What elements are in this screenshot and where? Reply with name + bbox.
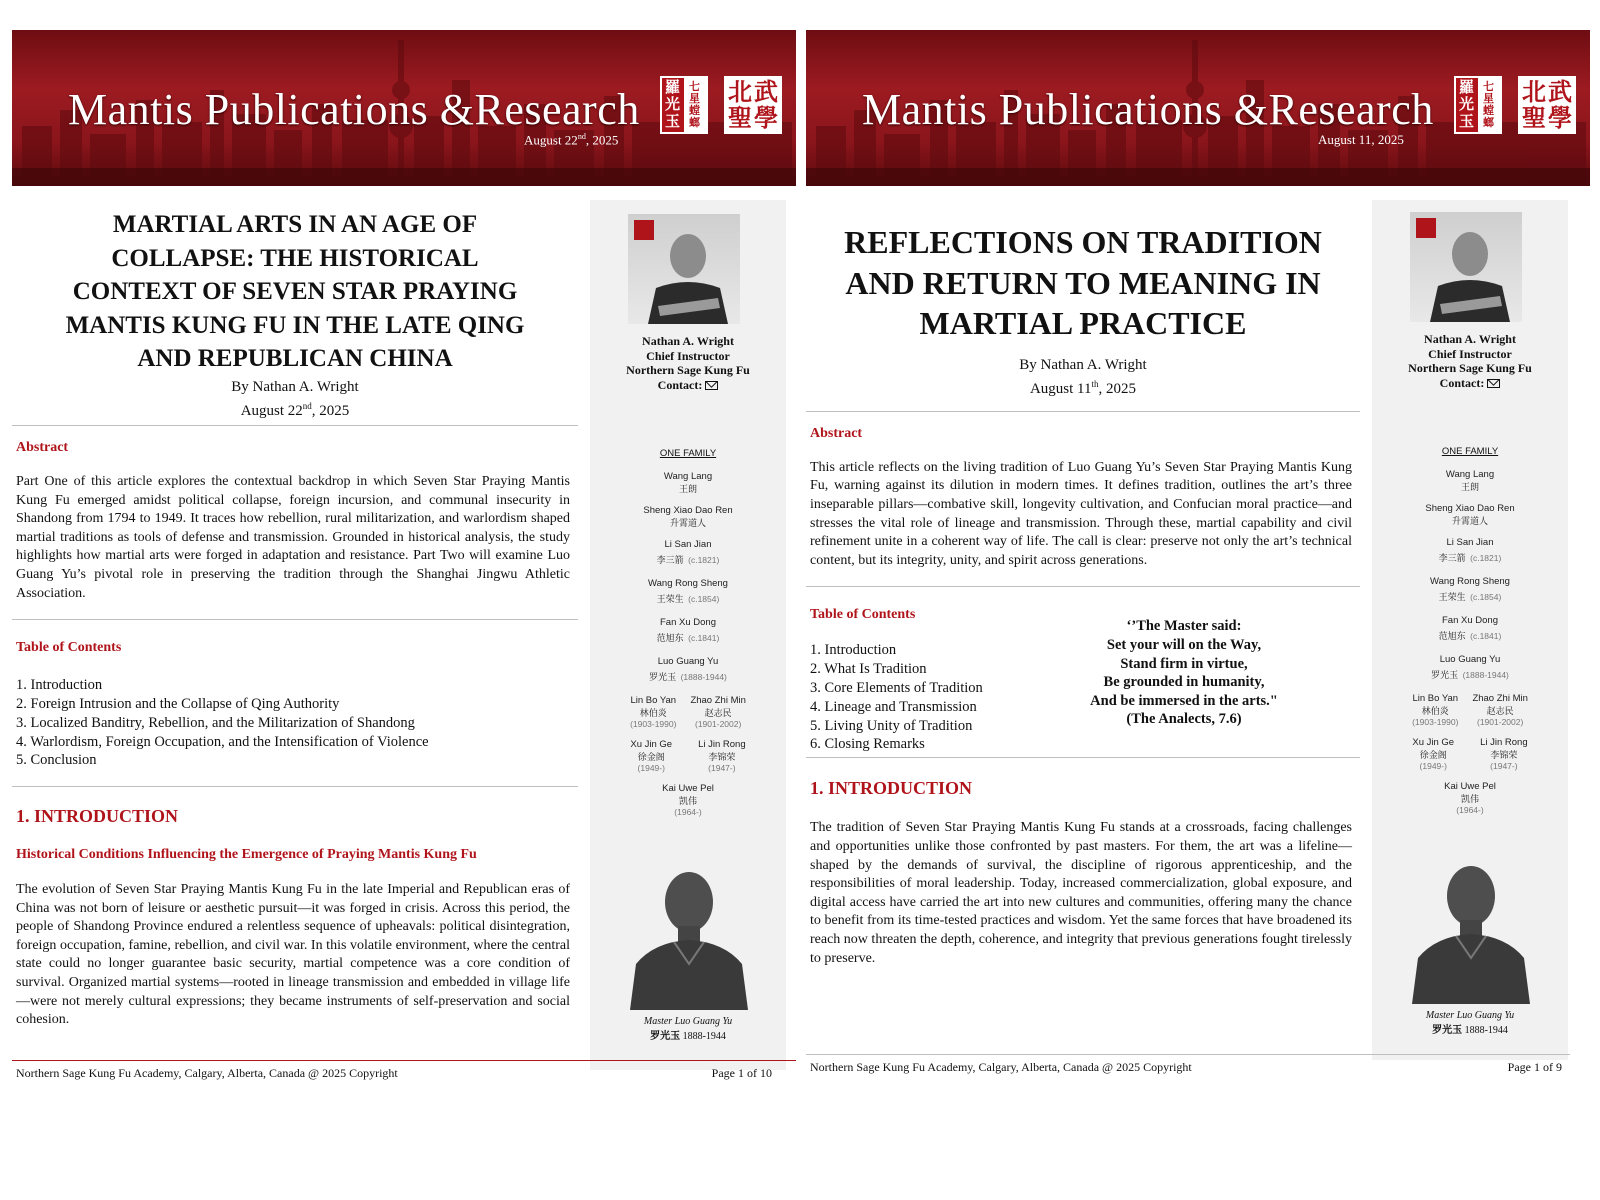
- lineage-cn: 李三箭: [656, 556, 684, 566]
- lineage-entry: [590, 578, 786, 607]
- lineage-entry: [1472, 693, 1527, 727]
- lineage-entry: [590, 505, 786, 529]
- author-role: Chief Instructor: [646, 348, 730, 363]
- date-sup: th: [1091, 378, 1099, 389]
- toc-item[interactable]: 4. Warlordism, Foreign Occupation, and the Intensification of Violence: [16, 733, 429, 750]
- one-family-label: ONE FAMILY: [1441, 446, 1499, 457]
- divider: [806, 411, 1360, 412]
- toc-item[interactable]: 1. Introduction: [810, 642, 897, 659]
- lineage-name: Li San Jian: [1446, 537, 1494, 548]
- analects-quote: [1060, 617, 1308, 729]
- master-years: 1888-1944: [682, 1031, 726, 1042]
- lineage-entry: [1412, 693, 1458, 727]
- divider: [12, 619, 578, 620]
- master-caption-block: [1372, 1010, 1568, 1036]
- banner-title: Mantis Publications &Research: [862, 85, 1434, 134]
- lineage-name: Fan Xu Dong: [660, 617, 716, 628]
- quote-line: Stand firm in virtue,: [1120, 655, 1248, 672]
- divider: [806, 586, 1360, 587]
- seal-char: 武: [754, 78, 778, 106]
- master-years: 1888-1944: [1464, 1025, 1508, 1036]
- lineage-cn: 赵志民: [704, 709, 732, 719]
- lineage-cn: 罗光玉: [649, 673, 677, 683]
- master-caption: Master Luo Guang Yu: [1425, 1010, 1515, 1021]
- master-cn: 罗光玉: [650, 1031, 681, 1042]
- toc-item[interactable]: 2. Foreign Intrusion and the Collapse of Qing Authority: [16, 695, 340, 712]
- author-name: Nathan A. Wright: [1424, 332, 1516, 346]
- lineage-cn: 李锦荣: [1490, 751, 1518, 761]
- lineage-dates: (c.1821): [1470, 553, 1502, 563]
- banner-date-main: August 22: [524, 132, 578, 148]
- publish-date: [806, 375, 1360, 399]
- seal-char: 七: [689, 80, 700, 93]
- lineage-cn: 林伯炎: [1421, 707, 1449, 717]
- page-title: [12, 200, 578, 376]
- lineage-name: Wang Lang: [663, 471, 713, 482]
- lineage-cn: 李三箭: [1438, 554, 1466, 564]
- footer-divider: [806, 1054, 1570, 1055]
- lineage-entry: [590, 539, 786, 568]
- lineage-dates: (c.1854): [688, 594, 720, 604]
- lineage-name: Fan Xu Dong: [1442, 615, 1498, 626]
- lineage-entry: [630, 739, 672, 773]
- seal-char: 七: [1483, 80, 1494, 93]
- document-page-2: [806, 14, 1590, 1114]
- lineage-dates: (1949-): [637, 763, 665, 773]
- intro-text: The tradition of Seven Star Praying Mantis Kung Fu stands at a crossroads, facing challenges and opportunities unlike those confronted by past masters. For them, the art was a lifeline—shaped by the demands of survival, the discipline of rigorous apprenticeship, and the responsibilities of moral leadership. Today, increased commercialization, global exposure, and digital access have carried the art into new cultures and communities, offering many the chance to benefit from its time-tested practices and wisdom. Yet the same forces that have broadened its reach now threaten the depth, coherence, and integrity that previous generations fought tirelessly to preserve.: [810, 820, 1352, 966]
- lineage-name: Xu Jin Ge: [630, 739, 673, 750]
- lineage-cn: 赵志民: [1486, 707, 1514, 717]
- master-years-row: [1372, 1021, 1568, 1036]
- lineage-dates: (1964-): [1456, 805, 1484, 815]
- lineage-cn: 林伯炎: [639, 709, 667, 719]
- seal-char: 光: [665, 95, 681, 113]
- seal-char: 螂: [689, 116, 700, 129]
- contact-row[interactable]: [590, 378, 786, 393]
- seal-char: 學: [754, 104, 778, 132]
- lineage-dates: (c.1841): [1470, 631, 1502, 641]
- seal-char: 羅: [1459, 78, 1475, 96]
- toc-item[interactable]: 1. Introduction: [16, 677, 103, 694]
- seal-char: 學: [1548, 104, 1572, 132]
- seal-char: 羅: [665, 78, 681, 96]
- title-line: AND REPUBLICAN CHINA: [137, 345, 453, 373]
- seal-char: 光: [1459, 95, 1475, 113]
- byline: By Nathan A. Wright: [231, 378, 359, 395]
- seal-char: 螂: [1483, 116, 1494, 129]
- table-of-contents: [16, 676, 578, 770]
- lineage-dates: (c.1841): [688, 633, 720, 643]
- page-title: [806, 200, 1360, 344]
- seal-char: 螳: [1483, 104, 1494, 117]
- banner-date: [524, 132, 618, 148]
- lineage-cn: 王荣生: [656, 595, 684, 605]
- lineage-name: Sheng Xiao Dao Ren: [1425, 503, 1515, 514]
- toc-item[interactable]: 5. Living Unity of Tradition: [810, 717, 973, 734]
- divider: [12, 425, 578, 426]
- title-line: MARTIAL PRACTICE: [919, 305, 1247, 342]
- master-years-row: [590, 1027, 786, 1042]
- lineage-dates: (c.1854): [1470, 592, 1502, 602]
- banner-date-sup: nd: [577, 132, 586, 141]
- lineage-entry: [630, 695, 676, 729]
- lineage-name: Xu Jin Ge: [1412, 737, 1455, 748]
- footer-copyright: Northern Sage Kung Fu Academy, Calgary, Alberta, Canada @ 2025 Copyright: [810, 1060, 1192, 1074]
- date-sup: nd: [302, 400, 312, 411]
- lineage-cn: 王荣生: [1438, 593, 1466, 603]
- envelope-icon[interactable]: [705, 381, 718, 390]
- quote-line: (The Analects, 7.6): [1126, 711, 1242, 728]
- lineage-cn: 王朗: [678, 485, 697, 495]
- lineage-name: Wang Lang: [1445, 469, 1495, 480]
- lineage-chart: [1372, 446, 1568, 815]
- lineage-dates: (c.1821): [688, 555, 720, 565]
- footer-page-number: Page 1 of 9: [1507, 1060, 1562, 1074]
- lineage-name: Li San Jian: [664, 539, 712, 550]
- lineage-dates: (1888-1944): [680, 672, 727, 682]
- quote-line: ‘’The Master said:: [1126, 618, 1242, 635]
- banner-date-tail: , 2025: [585, 132, 619, 148]
- lineage-entry: [1372, 654, 1568, 683]
- seal-char: 聖: [728, 104, 752, 132]
- lineage-dates: (1903-1990): [1412, 717, 1459, 727]
- lineage-entry: [1372, 781, 1568, 815]
- intro-text: The evolution of Seven Star Praying Mantis Kung Fu in the late Imperial and Republican eras of China was not born of leisure or aesthetic pursuit—it was forged in crisis. Across this period, the people of Shandong Province endured a relentless sequence of upheavals: political disintegration, foreign occupation, famine, rebellion, and civil war. In this volatile environment, where the central state could no longer guarantee basic security, martial competence was a core condition of survival. Organized martial systems—rooted in lineage transmission and embedded in village life—were not merely cultural expressions; they became instruments of self-preservation and social cohesion.: [16, 882, 570, 1028]
- lineage-cn: 罗光玉: [1431, 671, 1459, 681]
- table-of-contents: [810, 641, 983, 754]
- lineage-entry: [1372, 469, 1568, 493]
- lineage-chart: [590, 448, 786, 817]
- date-tail: , 2025: [1098, 380, 1137, 397]
- lineage-cn: 徐金阁: [1419, 751, 1447, 761]
- page-banner: [806, 30, 1590, 186]
- title-line: MANTIS KUNG FU IN THE LATE QING: [65, 311, 525, 339]
- author-sidebar: [590, 200, 786, 1070]
- envelope-icon[interactable]: [1487, 379, 1500, 388]
- footer-page-number: Page 1 of 10: [711, 1066, 772, 1080]
- intro-heading: 1. INTRODUCTION: [16, 806, 179, 827]
- portrait-graphic: [628, 214, 740, 324]
- lineage-cn: 升霄道人: [1451, 517, 1488, 527]
- toc-item[interactable]: 5. Conclusion: [16, 752, 97, 769]
- author-school: Northern Sage Kung Fu: [626, 363, 750, 378]
- title-line: CONTEXT OF SEVEN STAR PRAYING: [72, 278, 518, 306]
- author-role: Chief Instructor: [1428, 346, 1512, 361]
- lineage-cn: 凯伟: [678, 797, 697, 807]
- date-main: August 11: [1029, 380, 1092, 397]
- lineage-pair: [1372, 693, 1568, 727]
- toc-label: Table of Contents: [16, 640, 122, 656]
- lineage-name: Zhao Zhi Min: [690, 695, 746, 706]
- lineage-pair: [1372, 737, 1568, 771]
- lineage-cn: 徐金阁: [637, 753, 665, 763]
- lineage-entry: [590, 656, 786, 685]
- lineage-dates: (1964-): [674, 807, 702, 817]
- lineage-entry: [590, 617, 786, 646]
- footer-divider: [12, 1060, 796, 1061]
- abstract-text: This article reflects on the living tradition of Luo Guang Yu’s Seven Star Praying Mantis Kung Fu, warning against its dilution in modern times. It defines tradition, outlines the art’s three inseparable pillars—combative skill, longevity cultivation, and Confucian moral practice—and stresses the vital role of lineage and transmission. Through these, martial capability and civil refinement unite in a coherent way of life. The call is clear: preserve not only the art’s technical content, but its integrity, unity, and spirit across generations.: [810, 459, 1352, 568]
- toc-item[interactable]: 3. Core Elements of Tradition: [810, 679, 983, 696]
- seal-char: 聖: [1522, 104, 1546, 132]
- toc-item[interactable]: 4. Lineage and Transmission: [810, 698, 977, 715]
- lineage-dates: (1947-): [708, 763, 736, 773]
- lineage-name: Zhao Zhi Min: [1472, 693, 1528, 704]
- lineage-entry: [698, 739, 746, 773]
- seal-char: 玉: [1459, 112, 1475, 130]
- toc-item[interactable]: 3. Localized Banditry, Rebellion, and the Militarization of Shandong: [16, 714, 415, 731]
- lineage-cn: 凯伟: [1460, 795, 1479, 805]
- toc-item[interactable]: 2. What Is Tradition: [810, 661, 927, 678]
- avatar-icon: [628, 214, 740, 324]
- seal-char: 武: [1548, 78, 1572, 106]
- lineage-cn: 升霄道人: [669, 519, 706, 529]
- main-column: [12, 200, 578, 1030]
- abstract-text: Part One of this article explores the contextual backdrop in which Seven Star Praying Mantis Kung Fu emerged amidst political collapse, foreign incursion, and communal insecurity in Shandong from 1794 to 1949. It traces how rebellion, rural militarization, and warlordism shaped martial traditions as tools of defense and transmission. Grounded in historical analysis, the study highlights how martial arts were forged in adaptation and resistance. Part Two will examine Luo Guang Yu’s pivotal role in preserving the tradition through the Shanghai Jingwu Athletic Association.: [16, 473, 570, 601]
- lineage-pair: [590, 739, 786, 773]
- date-main: August 22: [240, 402, 303, 419]
- lineage-cn: 范旭东: [1438, 632, 1466, 642]
- bust-statue-icon: [1406, 854, 1536, 1004]
- title-line: MARTIAL ARTS IN AN AGE OF: [112, 211, 478, 238]
- quote-line: Be grounded in humanity,: [1103, 674, 1265, 691]
- footer-copyright: Northern Sage Kung Fu Academy, Calgary, Alberta, Canada @ 2025 Copyright: [16, 1066, 398, 1080]
- date-tail: , 2025: [311, 402, 350, 419]
- author-name: Nathan A. Wright: [642, 334, 734, 348]
- lineage-dates: (1949-): [1419, 761, 1447, 771]
- toc-and-quote: [806, 618, 1360, 753]
- lineage-name: Wang Rong Sheng: [1430, 576, 1510, 587]
- master-caption: Master Luo Guang Yu: [643, 1016, 733, 1027]
- lineage-cn: 李锦荣: [708, 753, 736, 763]
- lineage-name: Kai Uwe Pel: [662, 783, 714, 794]
- seal-char: 螳: [689, 104, 700, 117]
- author-school: Northern Sage Kung Fu: [1408, 361, 1532, 376]
- byline: By Nathan A. Wright: [1019, 356, 1147, 373]
- divider: [806, 757, 1360, 758]
- luo-guang-yu-seal: [1454, 76, 1502, 134]
- lineage-name: Kai Uwe Pel: [1444, 781, 1496, 792]
- lineage-dates: (1901-2002): [1477, 717, 1524, 727]
- portrait-graphic: [1410, 212, 1522, 322]
- lineage-name: Li Jin Rong: [1480, 737, 1528, 748]
- lineage-dates: (1947-): [1490, 761, 1518, 771]
- lineage-name: Li Jin Rong: [698, 739, 746, 750]
- toc-label: Table of Contents: [810, 607, 916, 623]
- divider: [12, 786, 578, 787]
- publish-date: [12, 397, 578, 421]
- lineage-dates: (1903-1990): [630, 719, 677, 729]
- lineage-entry: [1372, 615, 1568, 644]
- title-line: COLLAPSE: THE HISTORICAL: [111, 244, 479, 272]
- contact-row[interactable]: [1372, 376, 1568, 391]
- author-sidebar: [1372, 200, 1568, 1060]
- luo-guang-yu-seal: [660, 76, 708, 134]
- toc-item[interactable]: 6. Closing Remarks: [810, 736, 925, 753]
- northern-sage-seal: [1518, 76, 1576, 134]
- seal-char: 北: [728, 78, 752, 106]
- lineage-entry: [1372, 576, 1568, 605]
- lineage-entry: [690, 695, 745, 729]
- lineage-pair: [590, 695, 786, 729]
- seal-char: 星: [689, 92, 700, 105]
- title-line: AND RETURN TO MEANING IN: [845, 264, 1321, 301]
- quote-line: Set your will on the Way,: [1106, 636, 1262, 653]
- seal-char: 星: [1483, 92, 1494, 105]
- intro-subheading: Historical Conditions Influencing the Emergence of Praying Mantis Kung Fu: [16, 847, 477, 863]
- lineage-cn: 王朗: [1460, 483, 1479, 493]
- lineage-name: Lin Bo Yan: [630, 695, 677, 706]
- lineage-entry: [1480, 737, 1528, 771]
- document-page-1: [12, 14, 796, 1114]
- lineage-name: Sheng Xiao Dao Ren: [643, 505, 733, 516]
- lineage-entry: [1372, 537, 1568, 566]
- contact-label: Contact:: [1439, 375, 1485, 390]
- lineage-name: Wang Rong Sheng: [648, 578, 728, 589]
- abstract-label: Abstract: [16, 439, 69, 455]
- lineage-dates: (1888-1944): [1462, 670, 1509, 680]
- avatar-icon: [1410, 212, 1522, 322]
- lineage-dates: (1901-2002): [695, 719, 742, 729]
- master-caption-block: [590, 1016, 786, 1042]
- master-cn: 罗光玉: [1432, 1025, 1463, 1036]
- quote-line: And be immersed in the arts.": [1090, 692, 1278, 709]
- title-line: REFLECTIONS ON TRADITION: [844, 224, 1322, 260]
- main-column: [806, 200, 1360, 968]
- seal-char: 玉: [665, 112, 681, 130]
- bust-statue-icon: [624, 860, 754, 1010]
- page-banner: [12, 30, 796, 186]
- lineage-name: Luo Guang Yu: [657, 656, 719, 667]
- author-block: [590, 334, 786, 392]
- lineage-cn: 范旭东: [656, 634, 684, 644]
- lineage-entry: [1412, 737, 1454, 771]
- intro-heading: 1. INTRODUCTION: [810, 778, 973, 799]
- abstract-label: Abstract: [810, 425, 863, 441]
- northern-sage-seal: [724, 76, 782, 134]
- lineage-entry: [590, 471, 786, 495]
- banner-title: Mantis Publications &Research: [68, 85, 640, 134]
- lineage-name: Lin Bo Yan: [1412, 693, 1459, 704]
- contact-label: Contact:: [657, 377, 703, 392]
- banner-date: August 11, 2025: [1318, 132, 1404, 147]
- author-block: [1372, 332, 1568, 390]
- one-family-label: ONE FAMILY: [659, 448, 717, 459]
- seal-char: 北: [1522, 78, 1546, 106]
- lineage-name: Luo Guang Yu: [1439, 654, 1501, 665]
- lineage-entry: [1372, 503, 1568, 527]
- lineage-entry: [590, 783, 786, 817]
